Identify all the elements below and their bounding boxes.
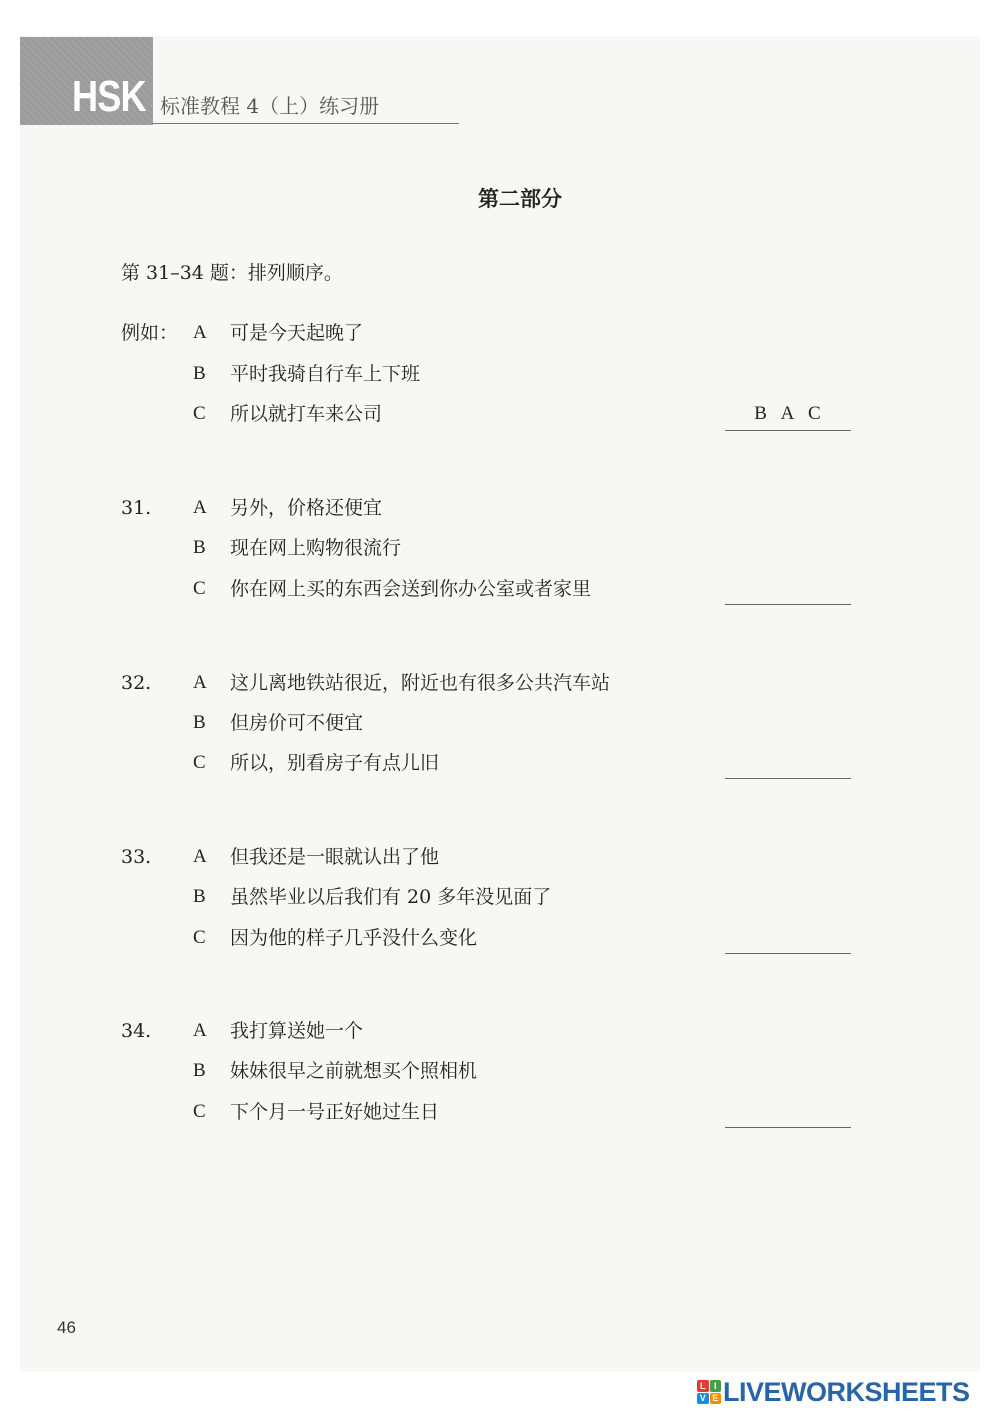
icon-letter: L	[697, 1380, 709, 1392]
option-letter: A	[193, 846, 207, 867]
liveworksheets-text: LIVEWORKSHEETS	[723, 1376, 970, 1407]
option-text: 但我还是一眼就认出了他	[230, 846, 440, 868]
option-letter: B	[193, 363, 206, 384]
option-text: 因为他的样子几乎没什么变化	[230, 927, 478, 949]
option-text: 妹妹很早之前就想买个照相机	[230, 1060, 478, 1082]
option-text: 虽然毕业以后我们有 20 多年没见面了	[230, 886, 552, 908]
icon-letter: I	[710, 1380, 722, 1392]
option-text: 我打算送她一个	[230, 1020, 364, 1042]
option-letter: C	[193, 752, 206, 773]
option-text: 现在网上购物很流行	[230, 537, 402, 559]
option-letter: A	[193, 322, 207, 343]
example-label: 例如：	[121, 322, 179, 344]
option-text: 但房价可不便宜	[230, 712, 364, 734]
question-number: 34.	[121, 1020, 152, 1042]
option-letter: C	[193, 578, 206, 599]
option-letter: A	[193, 1020, 207, 1041]
option-letter: B	[193, 886, 206, 907]
option-letter: A	[193, 672, 207, 693]
worksheet-page	[20, 36, 980, 1372]
option-text: 所以就打车来公司	[230, 403, 383, 425]
book-title: 标准教程 4（上）练习册	[160, 94, 380, 118]
option-text: 平时我骑自行车上下班	[230, 363, 421, 385]
option-text: 你在网上买的东西会送到你办公室或者家里	[230, 578, 592, 600]
option-text: 所以，别看房子有点儿旧	[230, 752, 440, 774]
option-text: 这儿离地铁站很近，附近也有很多公共汽车站	[230, 672, 611, 694]
icon-letter: E	[710, 1393, 722, 1405]
answer-blank-31[interactable]	[725, 604, 851, 605]
hsk-logo: HSK	[72, 72, 146, 121]
liveworksheets-icon	[697, 1380, 721, 1404]
option-letter: A	[193, 497, 207, 518]
header-underline	[153, 123, 459, 124]
question-number: 31.	[121, 497, 152, 519]
option-text: 下个月一号正好她过生日	[230, 1101, 440, 1123]
answer-blank-32[interactable]	[725, 778, 851, 779]
icon-letter: V	[697, 1393, 709, 1405]
answer-blank-33[interactable]	[725, 953, 851, 954]
answer-blank-34[interactable]	[725, 1127, 851, 1128]
option-text: 可是今天起晚了	[230, 322, 364, 344]
example-answer: B A C	[754, 403, 822, 424]
example-answer-line	[725, 430, 851, 431]
option-text: 另外，价格还便宜	[230, 497, 383, 519]
option-letter: C	[193, 1101, 206, 1122]
option-letter: B	[193, 1060, 206, 1081]
page-number: 46	[57, 1318, 76, 1337]
option-letter: C	[193, 927, 206, 948]
option-letter: C	[193, 403, 206, 424]
liveworksheets-logo[interactable]	[697, 1377, 970, 1407]
part-title: 第二部分	[478, 186, 562, 211]
question-number: 33.	[121, 846, 152, 868]
instruction: 第 31–34 题：排列顺序。	[121, 262, 343, 284]
option-letter: B	[193, 537, 206, 558]
question-number: 32.	[121, 672, 152, 694]
option-letter: B	[193, 712, 206, 733]
